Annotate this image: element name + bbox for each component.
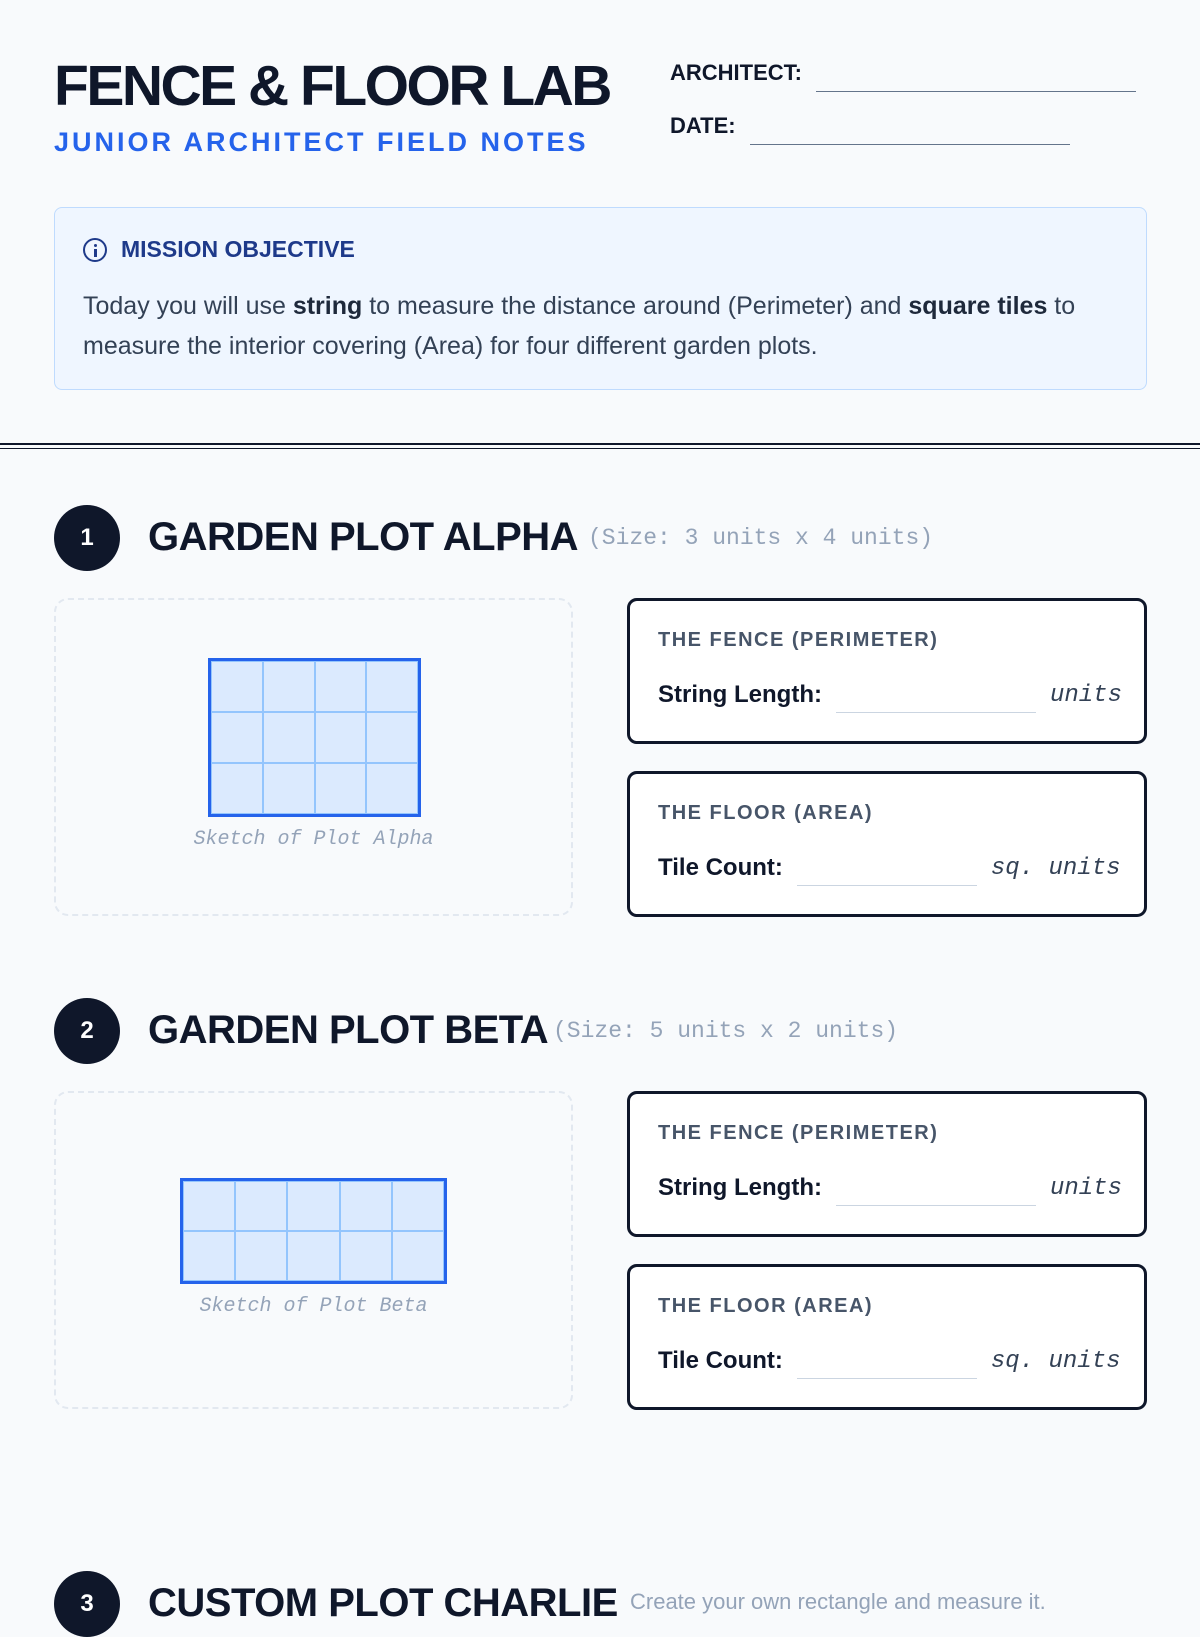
section-number: 3 <box>54 1571 120 1637</box>
section-title: GARDEN PLOT BETA <box>148 1008 549 1052</box>
tile-cell <box>392 1181 444 1231</box>
date-input-line[interactable] <box>750 144 1070 145</box>
tile-count-label: Tile Count: <box>658 1347 783 1374</box>
tile-cell <box>211 763 263 814</box>
tile-cell <box>235 1231 287 1281</box>
section-title: GARDEN PLOT ALPHA <box>148 515 579 559</box>
string-length-label: String Length: <box>658 681 822 708</box>
mission-heading <box>83 236 355 263</box>
architect-field[interactable] <box>670 60 1136 86</box>
tile-cell <box>366 763 418 814</box>
date-field[interactable] <box>670 113 1070 139</box>
tile-cell <box>315 763 367 814</box>
tile-grid <box>208 658 421 817</box>
fence-perimeter-card <box>627 598 1147 744</box>
tile-count-label: Tile Count: <box>658 854 783 881</box>
sketch-area[interactable] <box>54 1091 573 1409</box>
tile-grid <box>180 1178 447 1284</box>
floor-area-card <box>627 771 1147 917</box>
card-title: THE FLOOR (AREA) <box>658 802 874 824</box>
floor-area-card <box>627 1264 1147 1410</box>
fence-perimeter-card <box>627 1091 1147 1237</box>
mission-text: Today you will use string to measure the distance around (Perimeter) and square tiles to measure the interior covering (Area) for four different garden plots. <box>83 292 1076 360</box>
section-divider <box>0 443 1200 449</box>
card-title: THE FENCE (PERIMETER) <box>658 629 939 651</box>
sketch-caption: Sketch of Plot Beta <box>199 1295 428 1318</box>
info-icon <box>83 238 107 262</box>
tile-count-input-line[interactable] <box>797 1378 977 1379</box>
answer-row <box>658 854 1121 882</box>
string-length-input-line[interactable] <box>836 1205 1036 1206</box>
worksheet-header <box>54 52 1147 172</box>
unit-label: units <box>1049 682 1122 709</box>
mission-title: MISSION OBJECTIVE <box>121 236 355 262</box>
plot-size: (Size: 3 units x 4 units) <box>588 525 934 551</box>
sketch-caption: Sketch of Plot Alpha <box>193 828 434 851</box>
tile-cell <box>287 1181 339 1231</box>
tile-cell <box>183 1181 235 1231</box>
tile-cell <box>263 661 315 712</box>
unit-label: units <box>1049 1175 1122 1202</box>
tile-cell <box>340 1231 392 1281</box>
answer-row <box>658 681 1122 709</box>
mission-objective-box <box>54 207 1147 390</box>
tile-cell <box>366 712 418 763</box>
date-label: DATE: <box>670 113 736 138</box>
worksheet-subtitle: JUNIOR ARCHITECT FIELD NOTES <box>54 127 589 157</box>
unit-label: sq. units <box>990 855 1121 882</box>
architect-input-line[interactable] <box>816 91 1136 92</box>
section-title: CUSTOM PLOT CHARLIE <box>148 1581 618 1625</box>
worksheet-title: FENCE & FLOOR LAB <box>54 54 610 118</box>
tile-cell <box>235 1181 287 1231</box>
tile-cell <box>183 1231 235 1281</box>
unit-label: sq. units <box>990 1348 1121 1375</box>
string-length-label: String Length: <box>658 1174 822 1201</box>
section-number: 1 <box>54 505 120 571</box>
tile-count-input-line[interactable] <box>797 885 977 886</box>
tile-cell <box>315 712 367 763</box>
plot-instructions: Create your own rectangle and measure it. <box>630 1589 1046 1614</box>
tile-cell <box>211 661 263 712</box>
tile-cell <box>340 1181 392 1231</box>
tile-cell <box>366 661 418 712</box>
plot-size: (Size: 5 units x 2 units) <box>553 1018 899 1044</box>
string-length-input-line[interactable] <box>836 712 1036 713</box>
tile-cell <box>211 712 263 763</box>
card-title: THE FLOOR (AREA) <box>658 1295 874 1317</box>
architect-label: ARCHITECT: <box>670 60 802 85</box>
answer-row <box>658 1347 1121 1375</box>
tile-cell <box>392 1231 444 1281</box>
sketch-area[interactable] <box>54 598 573 916</box>
tile-cell <box>287 1231 339 1281</box>
tile-cell <box>263 763 315 814</box>
card-title: THE FENCE (PERIMETER) <box>658 1122 939 1144</box>
answer-row <box>658 1174 1122 1202</box>
tile-cell <box>263 712 315 763</box>
tile-cell <box>315 661 367 712</box>
section-number: 2 <box>54 998 120 1064</box>
